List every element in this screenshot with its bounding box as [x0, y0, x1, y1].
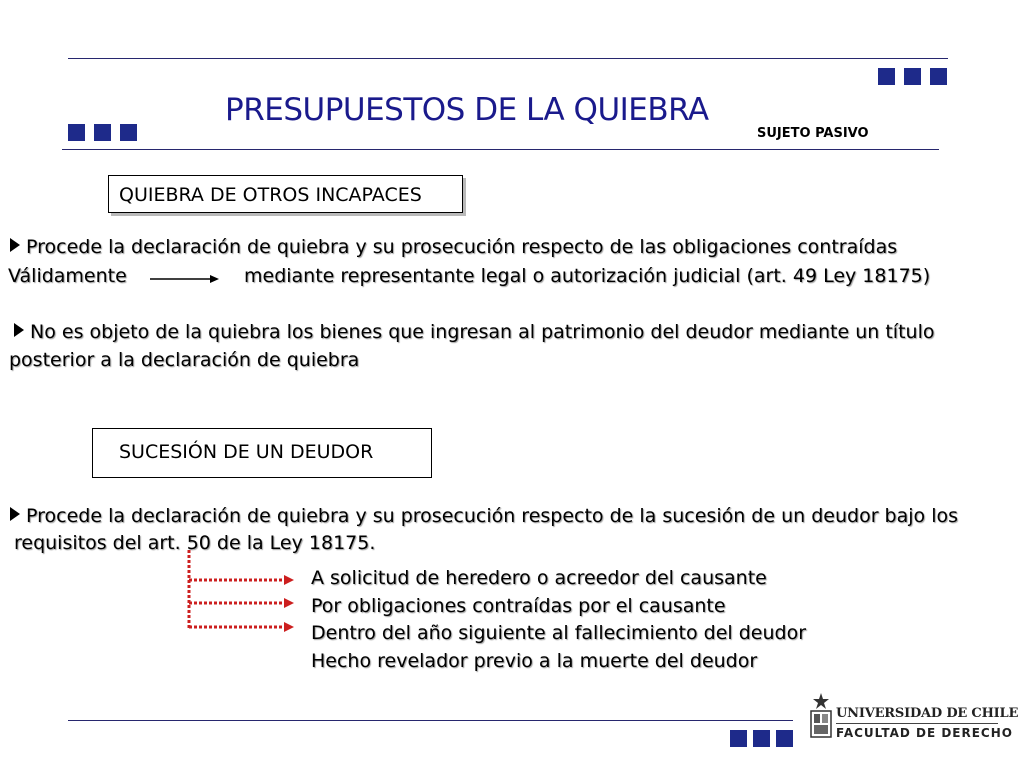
decor-square — [120, 124, 137, 141]
bullet-text-continuation: requisitos del art. 50 de la Ley 18175. — [14, 532, 376, 554]
section-heading: SUCESIÓN DE UN DEUDOR — [119, 441, 374, 463]
top-rule — [68, 58, 948, 59]
bullet-text: Procede la declaración de quiebra y su prosecución respecto de las obligaciones contraídas — [10, 236, 897, 258]
slide-subtitle: SUJETO PASIVO — [757, 126, 869, 141]
slide-title: PRESUPUESTOS DE LA QUIEBRA — [225, 92, 709, 128]
decor-square — [68, 124, 85, 141]
logo-text — [836, 706, 1018, 740]
logo-university: UNIVERSIDAD DE CHILE — [836, 706, 1019, 721]
bullet-text-continuation: mediante representante legal o autorización judicial (art. 49 Ley 18175) — [244, 265, 931, 287]
list-item: Por obligaciones contraídas por el causante — [311, 594, 726, 617]
list-item: Hecho revelador previo a la muerte del deudor — [311, 649, 758, 672]
bullet-text-continuation: posterior a la declaración de quiebra — [9, 349, 360, 371]
bullet-text-continuation: Válidamente — [8, 265, 127, 287]
decor-square — [753, 730, 770, 747]
section-heading-box — [108, 175, 463, 213]
list-item: A solicitud de heredero o acreedor del causante — [311, 567, 767, 589]
decor-square — [94, 124, 111, 141]
decor-square — [904, 68, 921, 85]
requirements-connector — [180, 548, 300, 638]
decor-square — [878, 68, 895, 85]
title-underline — [62, 149, 939, 150]
university-crest-icon — [808, 692, 834, 740]
bottom-rule — [68, 720, 793, 721]
section-heading: QUIEBRA DE OTROS INCAPACES — [119, 184, 422, 206]
bullet-arrow-icon — [10, 507, 20, 521]
logo-faculty: FACULTAD DE DERECHO — [836, 726, 1013, 740]
bullet-text: No es objeto de la quiebra los bienes que ingresan al patrimonio del deudor mediante un título — [14, 321, 934, 343]
list-item: Dentro del año siguiente al fallecimiento del deudor — [311, 622, 807, 644]
right-arrow-icon — [150, 272, 220, 286]
bullet-arrow-icon — [14, 323, 24, 337]
bullet-arrow-icon — [10, 238, 20, 252]
bullet-text: Procede la declaración de quiebra y su prosecución respecto de la sucesión de un deudor bajo los — [10, 505, 958, 527]
requirements-list — [311, 565, 806, 675]
section-heading-box — [92, 428, 432, 478]
decor-square — [930, 68, 947, 85]
decor-square — [776, 730, 793, 747]
decor-square — [730, 730, 747, 747]
logo-divider — [836, 723, 998, 724]
